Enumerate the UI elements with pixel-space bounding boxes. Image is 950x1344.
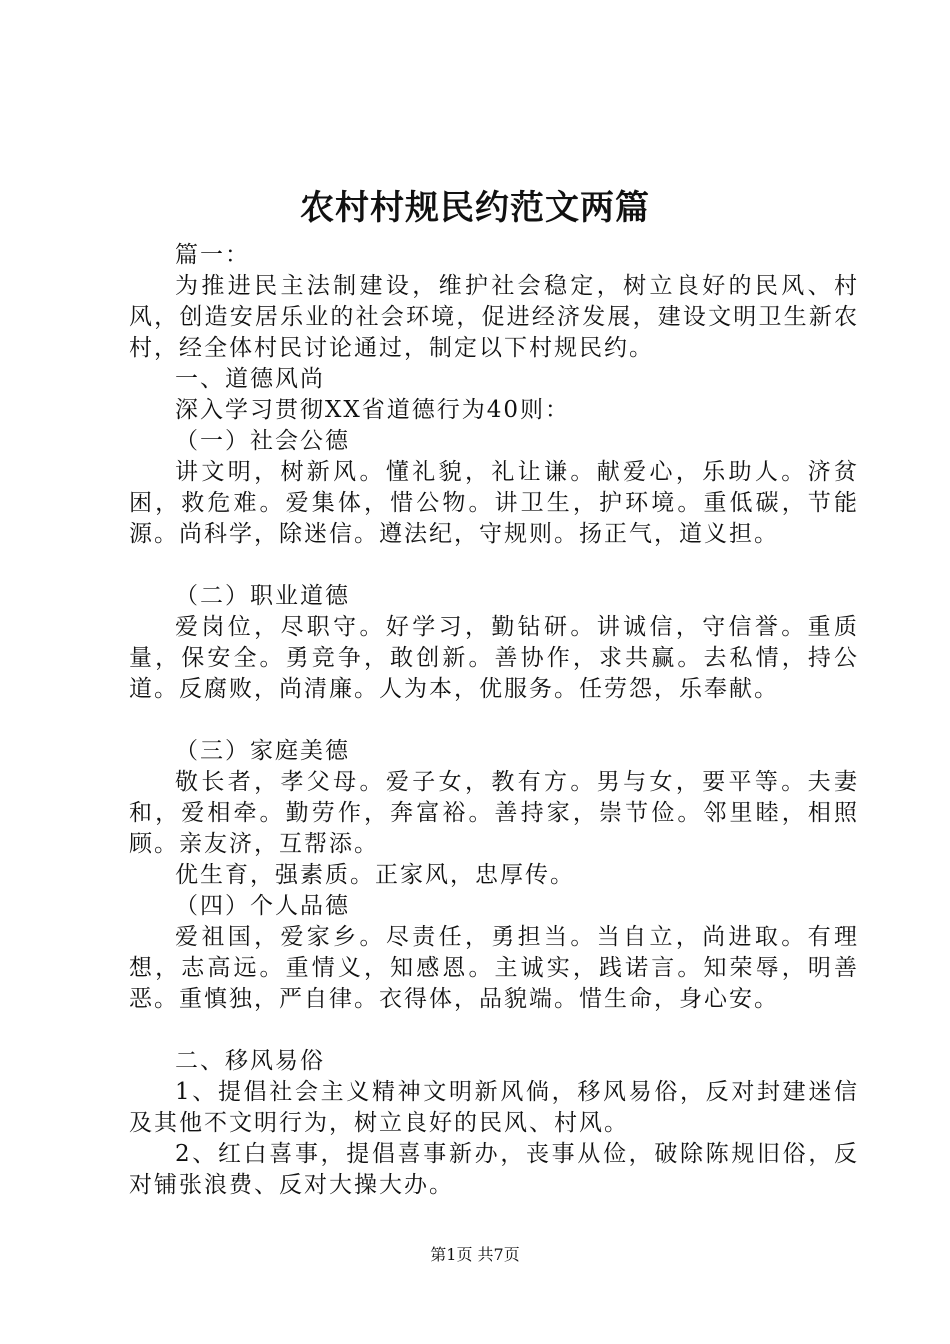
customs-item-1: 1、提倡社会主义精神文明新风倘，移风易俗，反对封建迷信及其他不文明行为，树立良好的民风、村风。 <box>129 1079 859 1136</box>
social-ethics-paragraph: 讲文明，树新风。懂礼貌，礼让谦。献爱心，乐助人。济贫困，救危难。爱集体，惜公物。讲卫生，护环境。重低碳，节能源。尚科学，除迷信。遵法纪，守规则。扬正气，道义担。 <box>129 459 859 547</box>
paragraph-gap <box>129 705 859 736</box>
section-heading-morality: 一、道德风尚 <box>175 366 325 392</box>
page-number-footer: 第1页 共7页 <box>430 1245 520 1264</box>
document-title: 农村村规民约范文两篇 <box>300 188 650 228</box>
document-body <box>129 240 859 1201</box>
personal-character-paragraph: 爱祖国，爱家乡。尽责任，勇担当。当自立，尚进取。有理想，志高远。重情义，知感恩。主诚实，践诺言。知荣辱，明善恶。重慎独，严自律。衣得体，品貌端。惜生命，身心安。 <box>129 924 859 1012</box>
paragraph-gap <box>129 550 859 581</box>
section-heading-customs: 二、移风易俗 <box>175 1048 325 1074</box>
study-paragraph: 深入学习贯彻XX省道德行为40则： <box>175 397 571 423</box>
chapter-label: 篇一： <box>175 242 250 268</box>
family-virtues-paragraph: 敬长者，孝父母。爱子女，教有方。男与女，要平等。夫妻和，爱相牵。勤劳作，奔富裕。善持家，崇节俭。邻里睦，相照顾。亲友济，互帮添。 <box>129 769 859 857</box>
intro-paragraph: 为推进民主法制建设，维护社会稳定，树立良好的民风、村风，创造安居乐业的社会环境，促进经济发展，建设文明卫生新农村，经全体村民讨论通过，制定以下村规民约。 <box>129 273 859 361</box>
professional-ethics-paragraph: 爱岗位，尽职守。好学习，勤钻研。讲诚信，守信誉。重质量，保安全。勇竞争，敢创新。善协作，求共赢。去私情，持公道。反腐败，尚清廉。人为本，优服务。任劳怨，乐奉献。 <box>129 614 859 702</box>
family-virtues-paragraph-extra: 优生育，强素质。正家风，忠厚传。 <box>175 862 575 888</box>
customs-item-2: 2、红白喜事，提倡喜事新办，丧事从俭，破除陈规旧俗，反对铺张浪费、反对大操大办。 <box>129 1141 859 1198</box>
subsection-heading-family-virtues: （三）家庭美德 <box>175 738 350 764</box>
subsection-heading-social-ethics: （一）社会公德 <box>175 428 350 454</box>
subsection-heading-personal-character: （四）个人品德 <box>175 893 350 919</box>
subsection-heading-professional-ethics: （二）职业道德 <box>175 583 350 609</box>
paragraph-gap <box>129 1015 859 1046</box>
